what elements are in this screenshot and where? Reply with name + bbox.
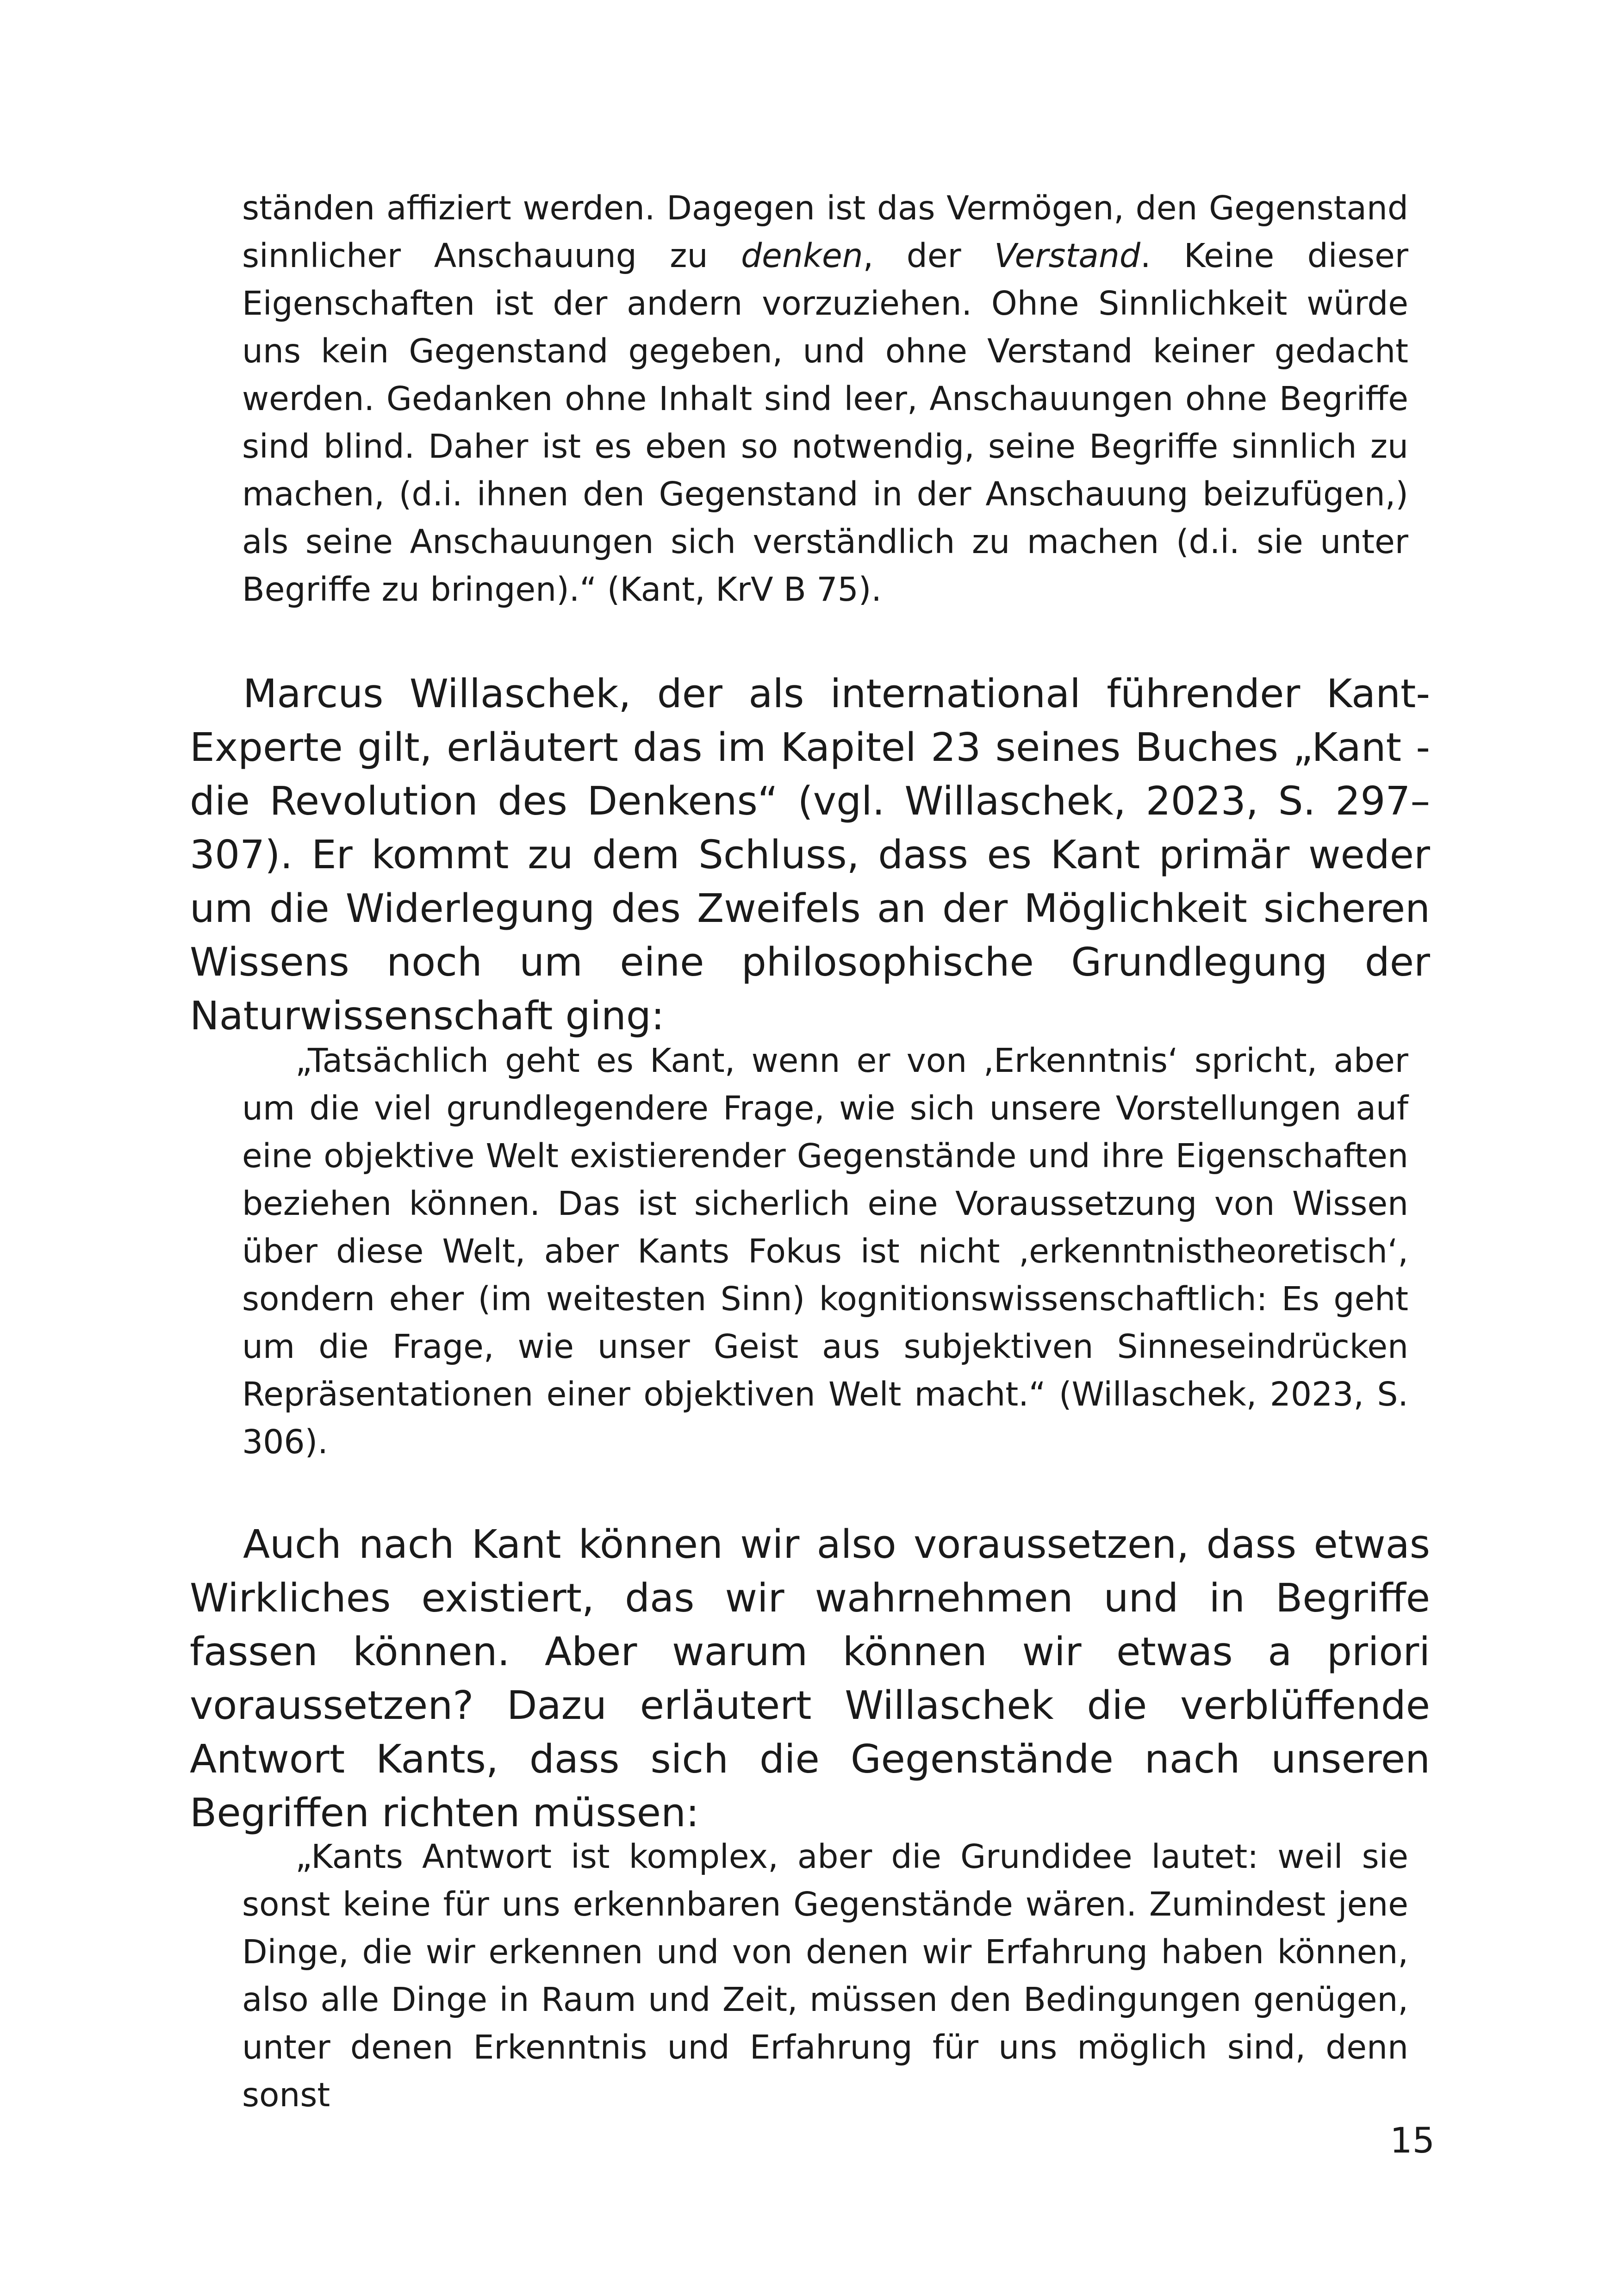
quote-emphasis: Verstand [994, 236, 1140, 275]
block-quote-willaschek: „Tatsächlich geht es Kant, wenn er von ‚Erkenntnis‘ spricht, aber um die viel grundlegendere Frage, wie sich unsere Vorstellungen auf eine objektive Welt existierender Gegenstände und ihre Eigenschaften beziehen können. Das ist sicherlich eine Voraussetzung von Wissen über diese Welt, aber Kants Fokus ist nicht ‚erkenntnistheoretisch‘, sondern eher (im weitesten Sinn) kognitionswissenschaftlich: Es geht um die Frage, wie unser Geist aus subjektiven Sinneseindrücken Repräsentationen einer objektiven Welt macht.“ (Willaschek, 2023, S. 306). [242, 1041, 1408, 1461]
quote-text: , der [863, 236, 995, 275]
quote-emphasis: denken [741, 236, 863, 275]
body-paragraph: Auch nach Kant können wir also voraussetzen, dass etwas Wirkliches existiert, das wir wahrnehmen und in Begriffe fassen können. Aber warum können wir etwas a priori voraussetzen? Dazu erläutert Willaschek die verblüffende Antwort Kants, dass sich die Gegenstände nach unseren Begriffen richten müssen: [190, 1522, 1430, 1836]
page-number: 15 [1390, 2120, 1435, 2161]
block-quote-willaschek: „Kants Antwort ist komplex, aber die Grundidee lautet: weil sie sonst keine für uns erkennbaren Gegenstände wären. Zumindest jene Dinge, die wir erkennen und von denen wir Erfahrung haben können, also alle Dinge in Raum und Zeit, müssen den Bedingungen genügen, unter denen Erkenntnis und Erfahrung für uns möglich sind, denn sonst [242, 1837, 1408, 2114]
quote-text: . Keine dieser Eigenschaften ist der andern vorzuziehen. Ohne Sinnlichkeit würde uns kein Gegenstand gegeben, und ohne Verstand keiner gedacht werden. Gedanken ohne Inhalt sind leer, Anschauungen ohne Begriffe sind blind. Daher ist es eben so notwendig, seine Begriffe sinnlich zu machen, (d.i. ihnen den Gegenstand in der Anschauung beizufügen,) als seine Anschauungen sich verständlich zu machen (d.i. sie unter Begriffe zu bringen).“ (Kant, KrV B 75). [242, 236, 1408, 609]
body-paragraph: Marcus Willaschek, der als international führender Kant-Experte gilt, erläutert das im Kapitel 23 seines Buches „Kant - die Revolution des Denkens“ (vgl. Willaschek, 2023, S. 297–307). Er kommt zu dem Schluss, dass es Kant primär weder um die Widerlegung des Zweifels an der Möglichkeit sicheren Wissens noch um eine philosophische Grundlegung der Naturwissenschaft ging: [190, 671, 1430, 1039]
quote-text: ständen affiziert werden. Dagegen ist das Vermögen, den Gegenstand sinnlicher Anschauung zu [242, 189, 1408, 275]
block-quote-kant [242, 184, 1408, 613]
